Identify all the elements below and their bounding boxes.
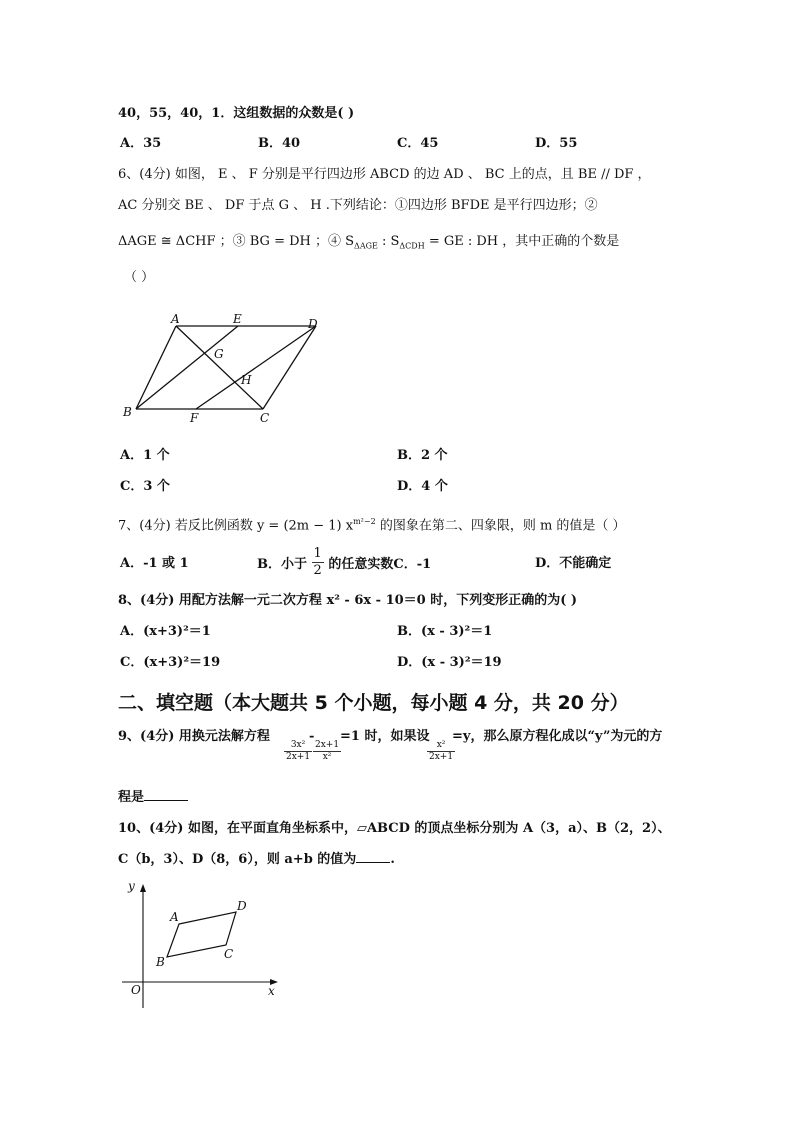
segment-be — [136, 326, 238, 409]
q6-answer-paren: （ ） — [124, 270, 155, 285]
q6-sub-age: ΔAGE — [354, 241, 378, 251]
label-b: B — [123, 405, 132, 419]
q5-option-d: D．55 — [535, 136, 578, 151]
q6-option-a: A．1 个 — [120, 448, 170, 463]
q9-fraction-2: $\frac{2x+1}{\text{x²}}$ — [315, 740, 340, 762]
q7-option-bc — [257, 546, 431, 579]
q7-option-d: D．不能确定 — [535, 556, 612, 571]
label-origin: O — [131, 983, 141, 997]
label-x-axis: x — [268, 984, 275, 998]
label-e: E — [233, 312, 242, 326]
q5-option-a: A．35 — [120, 136, 162, 151]
q10-line1: 10、(4分) 如图，在平面直角坐标系中，▱ABCD 的顶点坐标分别为 A（3，a）、B（2，2）、 — [118, 821, 671, 836]
q6-line3 — [118, 232, 619, 257]
q5-stem: 40，55，40，1．这组数据的众数是( ) — [118, 106, 355, 121]
q7-option-b-pre: B．小于 — [257, 557, 307, 572]
q8-option-d: D．(x - 3)²＝19 — [397, 655, 502, 670]
y-axis-arrow — [140, 884, 146, 892]
q6-line3-mid: : S — [377, 234, 400, 249]
q9-post: =y，那么原方程化成以“y”为元的方 — [452, 729, 663, 744]
q7-option-a: A．-1 或 1 — [120, 556, 189, 571]
q7-stem — [118, 512, 626, 536]
label-g: G — [214, 347, 224, 361]
q6-option-c: C．3 个 — [120, 479, 170, 494]
label-y-axis: y — [128, 879, 135, 893]
q7-stem-b: 的图象在第二、四象限，则 m 的值是（ ） — [375, 518, 626, 534]
label-a: A — [170, 910, 179, 924]
diagonal-ac — [176, 326, 263, 409]
q8-option-a: A．(x+3)²＝1 — [120, 624, 211, 639]
q9-middle: =1 时，如果设 — [340, 729, 430, 744]
q9-minus: - — [309, 729, 315, 744]
label-a: A — [171, 312, 180, 326]
q9-fraction-3: $\frac{\text{x²}}{2x+1}$ — [429, 740, 454, 762]
q10-answer-blank[interactable] — [356, 850, 390, 863]
q6-line1: 6、(4分) 如图， E 、 F 分别是平行四边形 ABCD 的边 AD 、 BC 上的点，且 BE // DF ， — [118, 167, 651, 182]
q6-line2: AC 分别交 BE 、 DF 于点 G 、 H .下列结论：①四边形 BFDE 是平行四边形；② — [118, 198, 598, 213]
label-d: D — [237, 899, 247, 913]
q6-option-d: D．4 个 — [397, 479, 448, 494]
q8-option-c: C．(x+3)²＝19 — [120, 655, 221, 670]
q6-parallelogram-figure — [118, 308, 334, 428]
q6-sub-cdh: ΔCDH — [399, 241, 425, 251]
q7-fraction-half: $\frac{1}{2}$ — [313, 546, 322, 578]
q9-fraction-1: $\frac{\text{3x²}}{2x+1}$ — [286, 740, 311, 762]
q8-option-b: B．(x - 3)²＝1 — [397, 624, 493, 639]
q10-line2 — [118, 850, 395, 870]
q7-option-b-post: 的任意实数C．-1 — [328, 557, 432, 572]
label-d: D — [308, 317, 318, 331]
q5-option-c: C．45 — [397, 136, 439, 151]
q10-coordinate-figure — [118, 876, 288, 1016]
q6-line3-end: = GE : DH ，其中正确的个数是 — [424, 234, 620, 249]
q7-exponent: m²−2 — [353, 517, 376, 526]
q7-stem-a: 7、(4分) 若反比例函数 y = (2m − 1) x — [118, 518, 354, 534]
q8-stem: 8、(4分) 用配方法解一元二次方程 x² - 6x - 10＝0 时，下列变形正确的为( ) — [118, 593, 578, 608]
q10-line2-text: C（b，3）、D（8，6），则 a+b 的值为 — [118, 852, 357, 867]
label-h: H — [241, 373, 252, 387]
q6-option-b: B．2 个 — [397, 448, 448, 463]
q5-option-b: B．40 — [258, 136, 301, 151]
edge-ab — [136, 326, 176, 409]
q6-line3-start: ΔAGE ≅ ΔCHF ；③ BG = DH ；④ S — [118, 234, 355, 249]
q9-stem: 9、(4分) 用换元法解方程 — [118, 729, 270, 744]
q10-line2-end: . — [390, 852, 395, 867]
label-c: C — [260, 411, 270, 425]
q9-answer-blank[interactable] — [144, 788, 188, 801]
label-f: F — [190, 411, 199, 425]
section-title-fill-in: 二、填空题（本大题共 5 个小题，每小题 4 分，共 20 分） — [118, 692, 629, 714]
q9-line2-text: 程是 — [118, 790, 145, 805]
q9-line2 — [118, 788, 188, 808]
label-c: C — [224, 947, 234, 961]
segment-df — [196, 326, 316, 409]
edge-dc — [263, 326, 316, 409]
label-b: B — [156, 955, 165, 969]
